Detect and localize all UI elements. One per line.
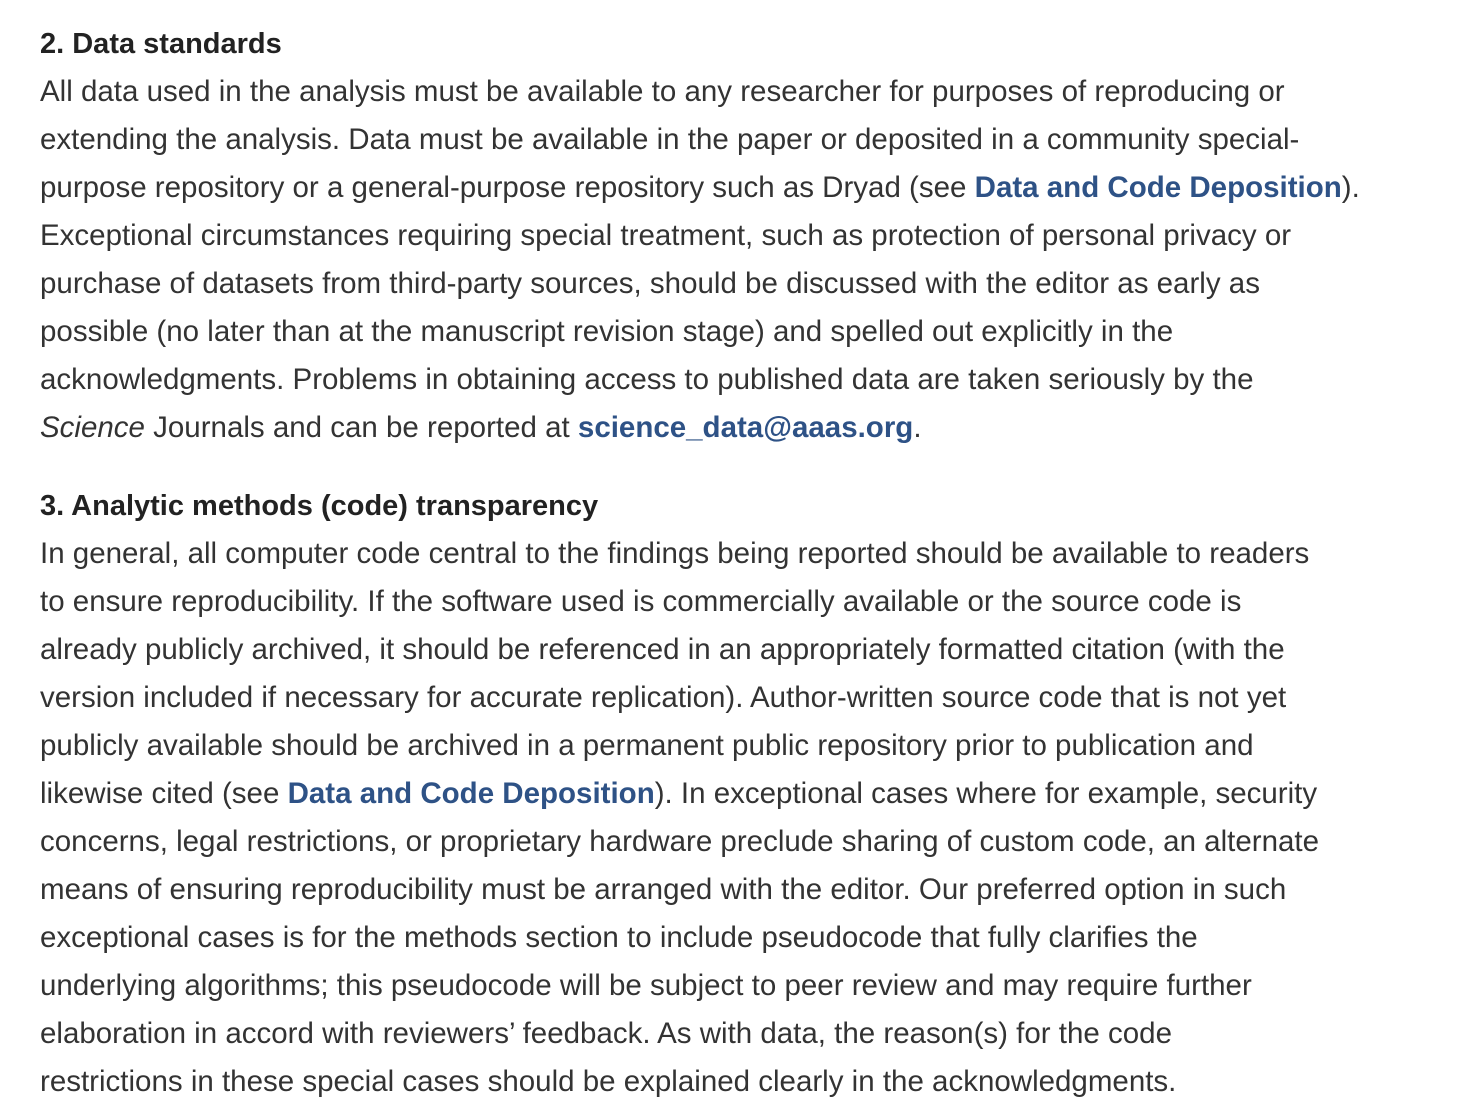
paragraph-line: In general, all computer code central to the findings being reported should be available to readers	[40, 537, 1310, 570]
line-text: ). In exceptional cases where for example, security	[654, 777, 1318, 810]
paragraph-line: All data used in the analysis must be available to any researcher for purposes of reproducing or	[40, 75, 1285, 108]
paragraph-line: already publicly archived, it should be referenced in an appropriately formatted citation (with the	[40, 633, 1285, 666]
paragraph-line: purchase of datasets from third-party sources, should be discussed with the editor as early as	[40, 267, 1260, 300]
section-paragraph	[40, 530, 1440, 1106]
section-paragraph	[40, 68, 1440, 452]
paragraph-line: to ensure reproducibility. If the software used is commercially available or the source code is	[40, 585, 1242, 618]
line-text: likewise cited (see	[40, 777, 288, 810]
paragraph-line: possible (no later than at the manuscript revision stage) and spelled out explicitly in the	[40, 315, 1174, 348]
paragraph-line: publicly available should be archived in a permanent public repository prior to publication and	[40, 729, 1254, 762]
paragraph-line: acknowledgments. Problems in obtaining access to published data are taken seriously by the	[40, 363, 1254, 396]
paragraph-line: underlying algorithms; this pseudocode will be subject to peer review and may require further	[40, 969, 1252, 1002]
paragraph-line: exceptional cases is for the methods section to include pseudocode that fully clarifies the	[40, 921, 1198, 954]
science-data-email-link[interactable]: science_data@aaas.org	[577, 411, 914, 444]
section-data-standards	[40, 20, 1440, 452]
paragraph-line: elaboration in accord with reviewers’ feedback. As with data, the reason(s) for the code	[40, 1017, 1172, 1050]
paragraph-line	[40, 770, 1440, 818]
paragraph-line: means of ensuring reproducibility must be arranged with the editor. Our preferred option in such	[40, 873, 1287, 906]
line-text: ).	[1341, 171, 1360, 204]
paragraph-line	[40, 164, 1440, 212]
journal-name-italic: Science	[40, 411, 145, 444]
paragraph-line: restrictions in these special cases should be explained clearly in the acknowledgments.	[40, 1065, 1177, 1098]
section-heading: 3. Analytic methods (code) transparency	[40, 490, 599, 522]
paragraph-line: version included if necessary for accurate replication). Author-written source code that is not yet	[40, 681, 1287, 714]
paragraph-line: Exceptional circumstances requiring special treatment, such as protection of personal privacy or	[40, 219, 1292, 252]
section-heading: 2. Data standards	[40, 28, 282, 60]
paragraph-line: concerns, legal restrictions, or proprietary hardware preclude sharing of custom code, an alternate	[40, 825, 1319, 858]
paragraph-line: extending the analysis. Data must be available in the paper or deposited in a community special-	[40, 123, 1300, 156]
paragraph-line	[40, 404, 1440, 452]
line-text: purpose repository or a general-purpose repository such as Dryad (see	[40, 171, 975, 204]
line-text: Journals and can be reported at	[144, 411, 578, 444]
section-code-transparency	[40, 482, 1440, 1106]
line-text: .	[913, 411, 922, 444]
data-code-deposition-link[interactable]: Data and Code Deposition	[287, 777, 655, 810]
data-code-deposition-link[interactable]: Data and Code Deposition	[974, 171, 1342, 204]
